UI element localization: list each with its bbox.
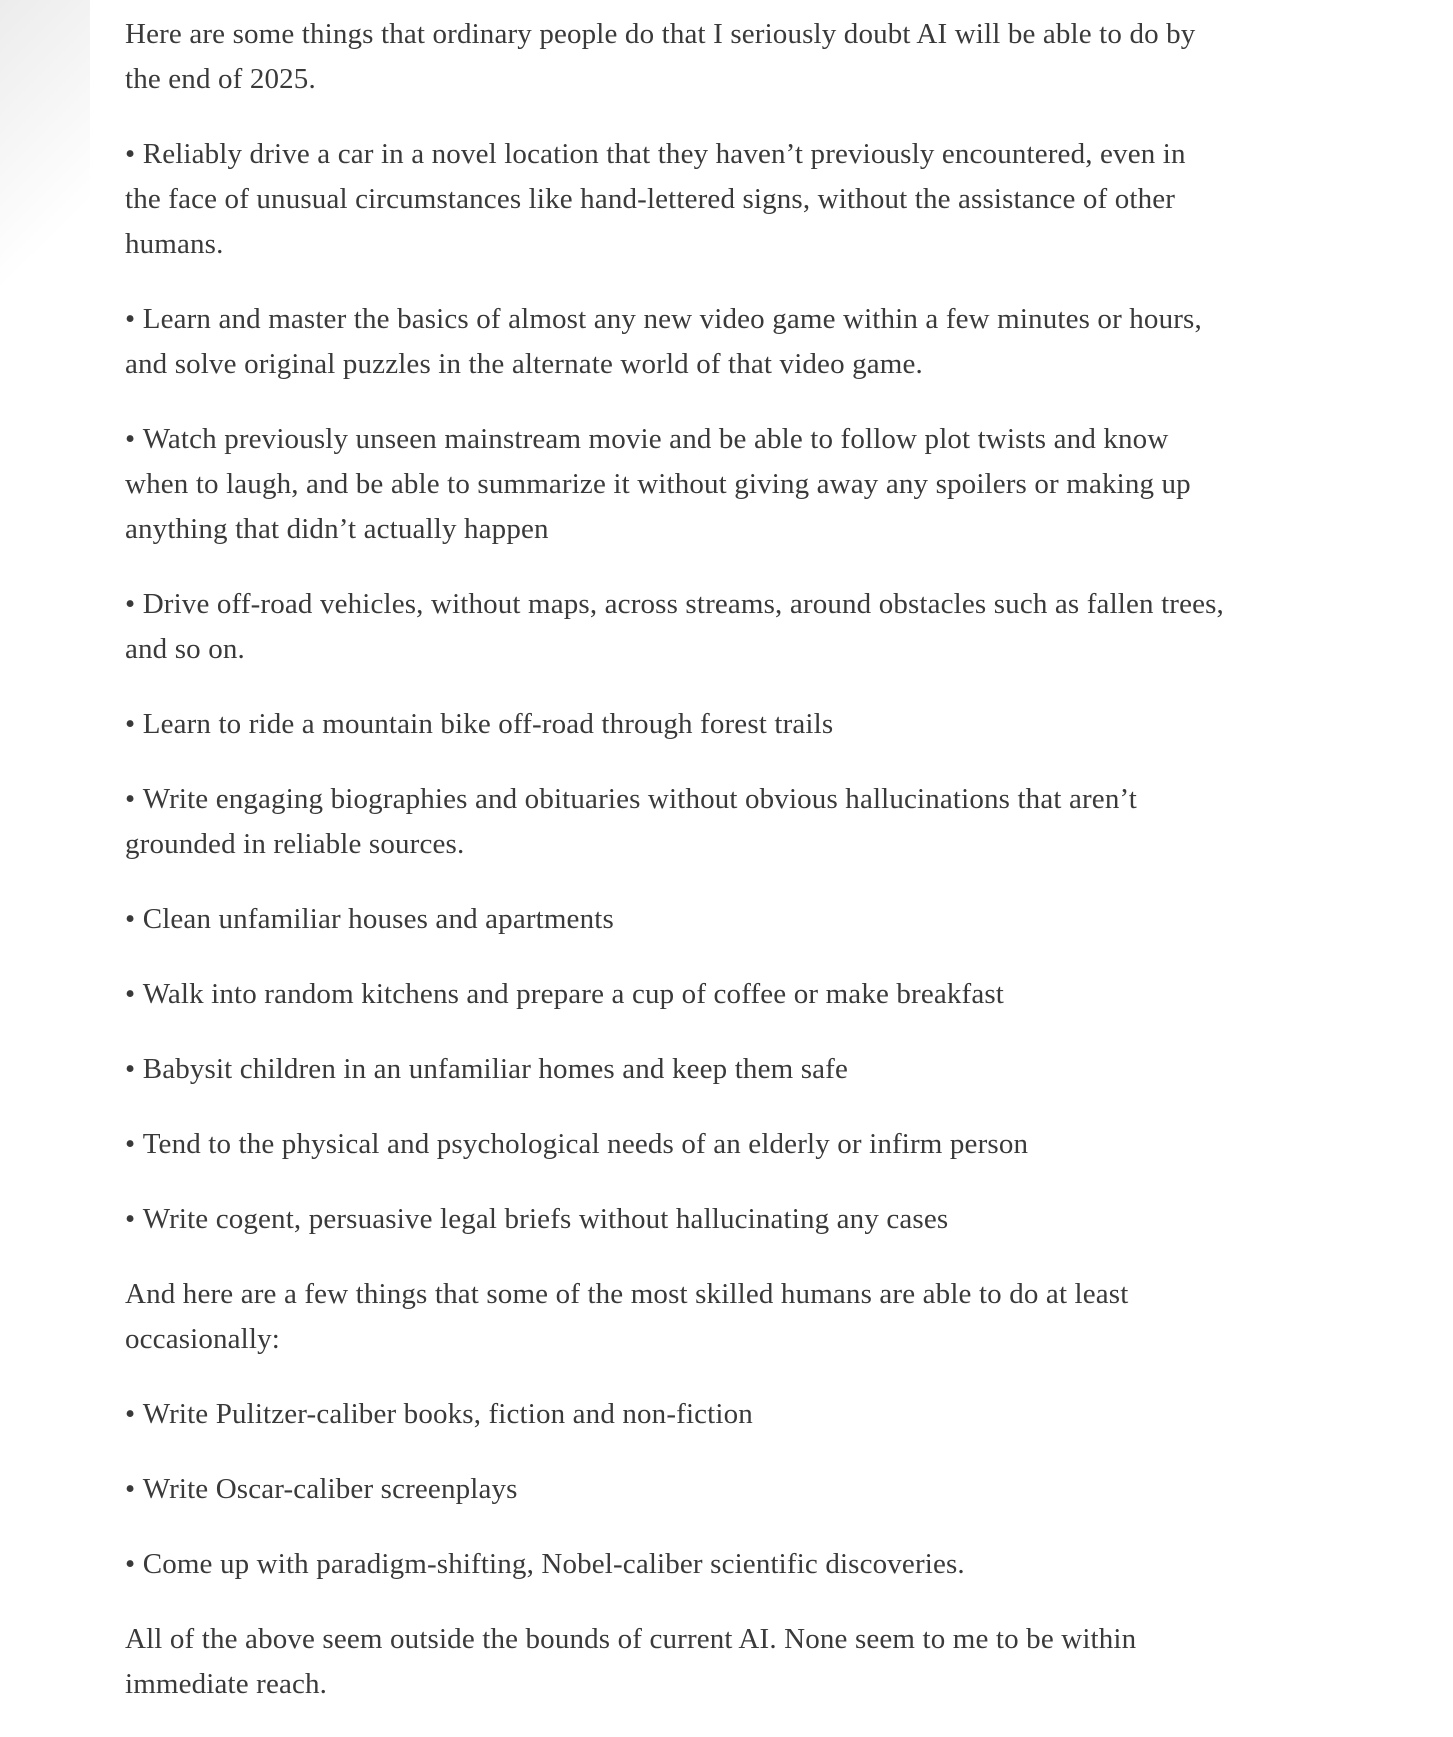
list-item: • Write engaging biographies and obituaries without obvious hallucinations that aren’t grounded in reliable sources. [125,777,1225,867]
skilled-intro-paragraph: And here are a few things that some of the most skilled humans are able to do at least occasionally: [125,1278,1129,1355]
list-item: • Write Pulitzer-caliber books, fiction and non-fiction [125,1392,1225,1437]
list-item: • Tend to the physical and psychological needs of an elderly or infirm person [125,1122,1225,1167]
conclusion-paragraph: All of the above seem outside the bounds of current AI. None seem to me to be within immediate reach. [125,1623,1137,1700]
list-item: • Walk into random kitchens and prepare a cup of coffee or make breakfast [125,972,1225,1017]
list-item: • Babysit children in an unfamiliar homes and keep them safe [125,1047,1225,1092]
list-item: • Learn to ride a mountain bike off-road through forest trails [125,702,1225,747]
article-body [125,12,1225,1737]
intro-paragraph: Here are some things that ordinary people do that I seriously doubt AI will be able to do by the end of 2025. [125,18,1196,95]
list-item: • Come up with paradigm-shifting, Nobel-caliber scientific discoveries. [125,1542,1225,1587]
list-item: • Clean unfamiliar houses and apartments [125,897,1225,942]
list-item: • Write Oscar-caliber screenplays [125,1467,1225,1512]
list-item: • Learn and master the basics of almost any new video game within a few minutes or hours, and solve original puzzles in the alternate world of that video game. [125,297,1225,387]
list-item: • Drive off-road vehicles, without maps, across streams, around obstacles such as fallen trees, and so on. [125,582,1225,672]
list-item: • Write cogent, persuasive legal briefs without hallucinating any cases [125,1197,1225,1242]
corner-shadow [0,0,90,300]
list-item: • Watch previously unseen mainstream movie and be able to follow plot twists and know when to laugh, and be able to summarize it without giving away any spoilers or making up anything that didn’t actually happen [125,417,1225,552]
list-item: • Reliably drive a car in a novel location that they haven’t previously encountered, even in the face of unusual circumstances like hand-lettered signs, without the assistance of other humans. [125,132,1225,267]
